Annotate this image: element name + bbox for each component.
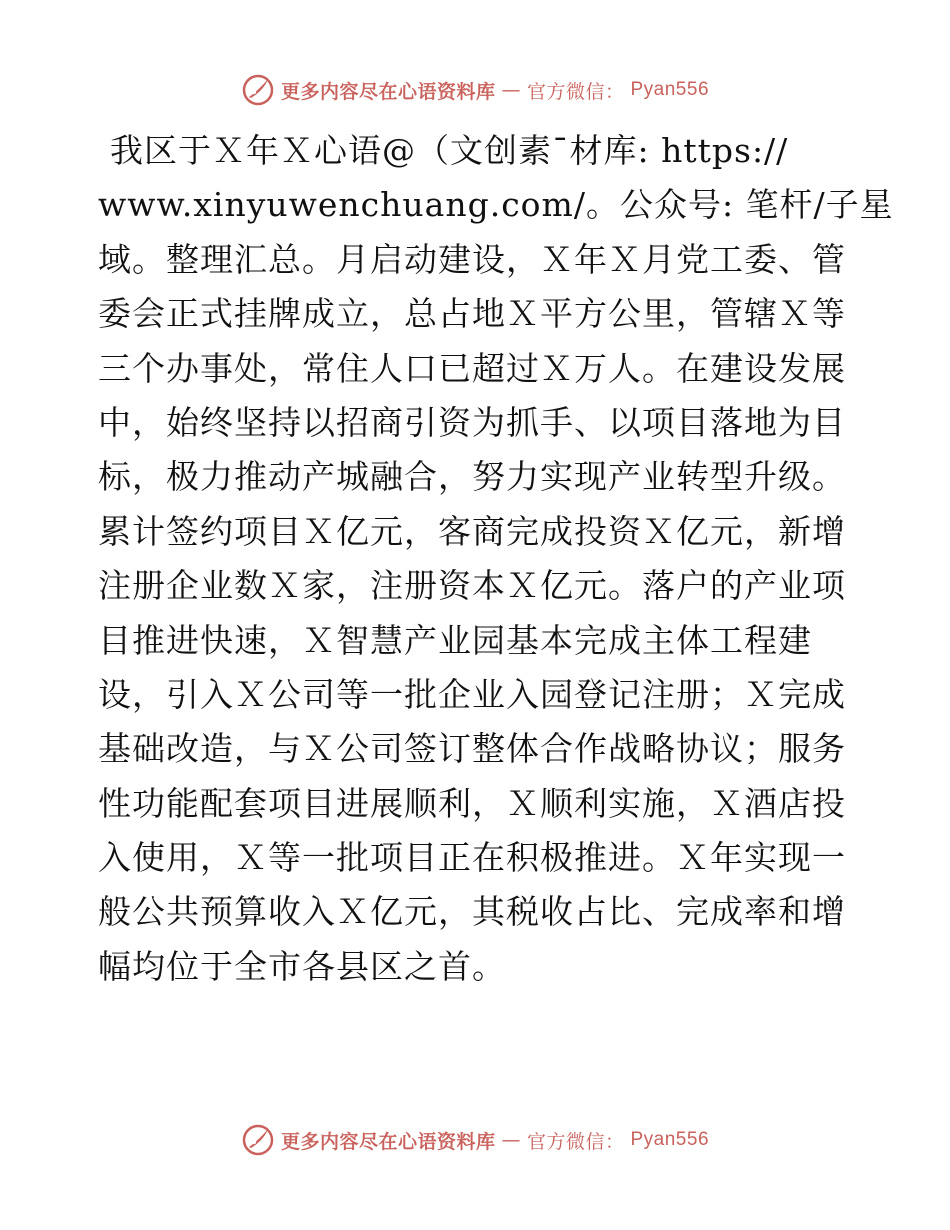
- body-line: 般公共预算收入Ｘ亿元，其税收占比、完成率和增: [98, 892, 846, 932]
- body-line: 我区于Ｘ年Ｘ心语@（文创素¯材库: https://: [110, 131, 789, 170]
- quill-logo-icon: [241, 1123, 275, 1157]
- body-line: 幅均位于全市各县区之首。: [98, 946, 506, 986]
- body-line: 目推进快速，Ｘ智慧产业园基本完成主体工程建: [98, 620, 812, 660]
- body-line: 基础改造，与Ｘ公司签订整体合作战略协议；服务: [98, 729, 846, 769]
- body-line: www.xinyuwenchuang.com/。公众号: 笔杆/子星: [98, 185, 894, 225]
- body-line: 中，始终坚持以招商引资为抓手、以项目落地为目: [98, 402, 846, 442]
- banner-separator: —: [501, 1129, 521, 1151]
- banner-wechat-id: Pyan556: [630, 79, 710, 100]
- body-line: 标，极力推动产城融合，努力实现产业转型升级。: [98, 457, 846, 497]
- body-line: 委会正式挂牌成立，总占地Ｘ平方公里，管辖Ｘ等: [98, 294, 846, 334]
- body-line: 三个办事处，常住人口已超过Ｘ万人。在建设发展: [98, 348, 846, 388]
- document-body: [98, 124, 894, 994]
- body-line: 累计签约项目Ｘ亿元，客商完成投资Ｘ亿元，新增: [98, 511, 846, 551]
- header-banner: [0, 70, 950, 110]
- body-line: 注册企业数Ｘ家，注册资本Ｘ亿元。落户的产业项: [98, 566, 846, 606]
- banner-wechat-label: 官方微信：: [526, 1130, 625, 1153]
- banner-main-text: 更多内容尽在心语资料库: [280, 1130, 496, 1153]
- body-line: 设，引入Ｘ公司等一批企业入园登记注册；Ｘ完成: [98, 674, 846, 714]
- quill-logo-icon: [241, 73, 275, 107]
- banner-main-text: 更多内容尽在心语资料库: [280, 80, 496, 103]
- footer-banner: [0, 1120, 950, 1160]
- body-line: 性功能配套项目进展顺利，Ｘ顺利实施，Ｘ酒店投: [98, 783, 846, 823]
- body-line: 入使用，Ｘ等一批项目正在积极推进。Ｘ年实现一: [98, 838, 846, 878]
- banner-wechat-id: Pyan556: [630, 1129, 710, 1150]
- banner-wechat-label: 官方微信：: [526, 80, 625, 103]
- banner-separator: —: [501, 79, 521, 101]
- body-line: 域。整理汇总。月启动建设，Ｘ年Ｘ月党工委、管: [98, 239, 846, 279]
